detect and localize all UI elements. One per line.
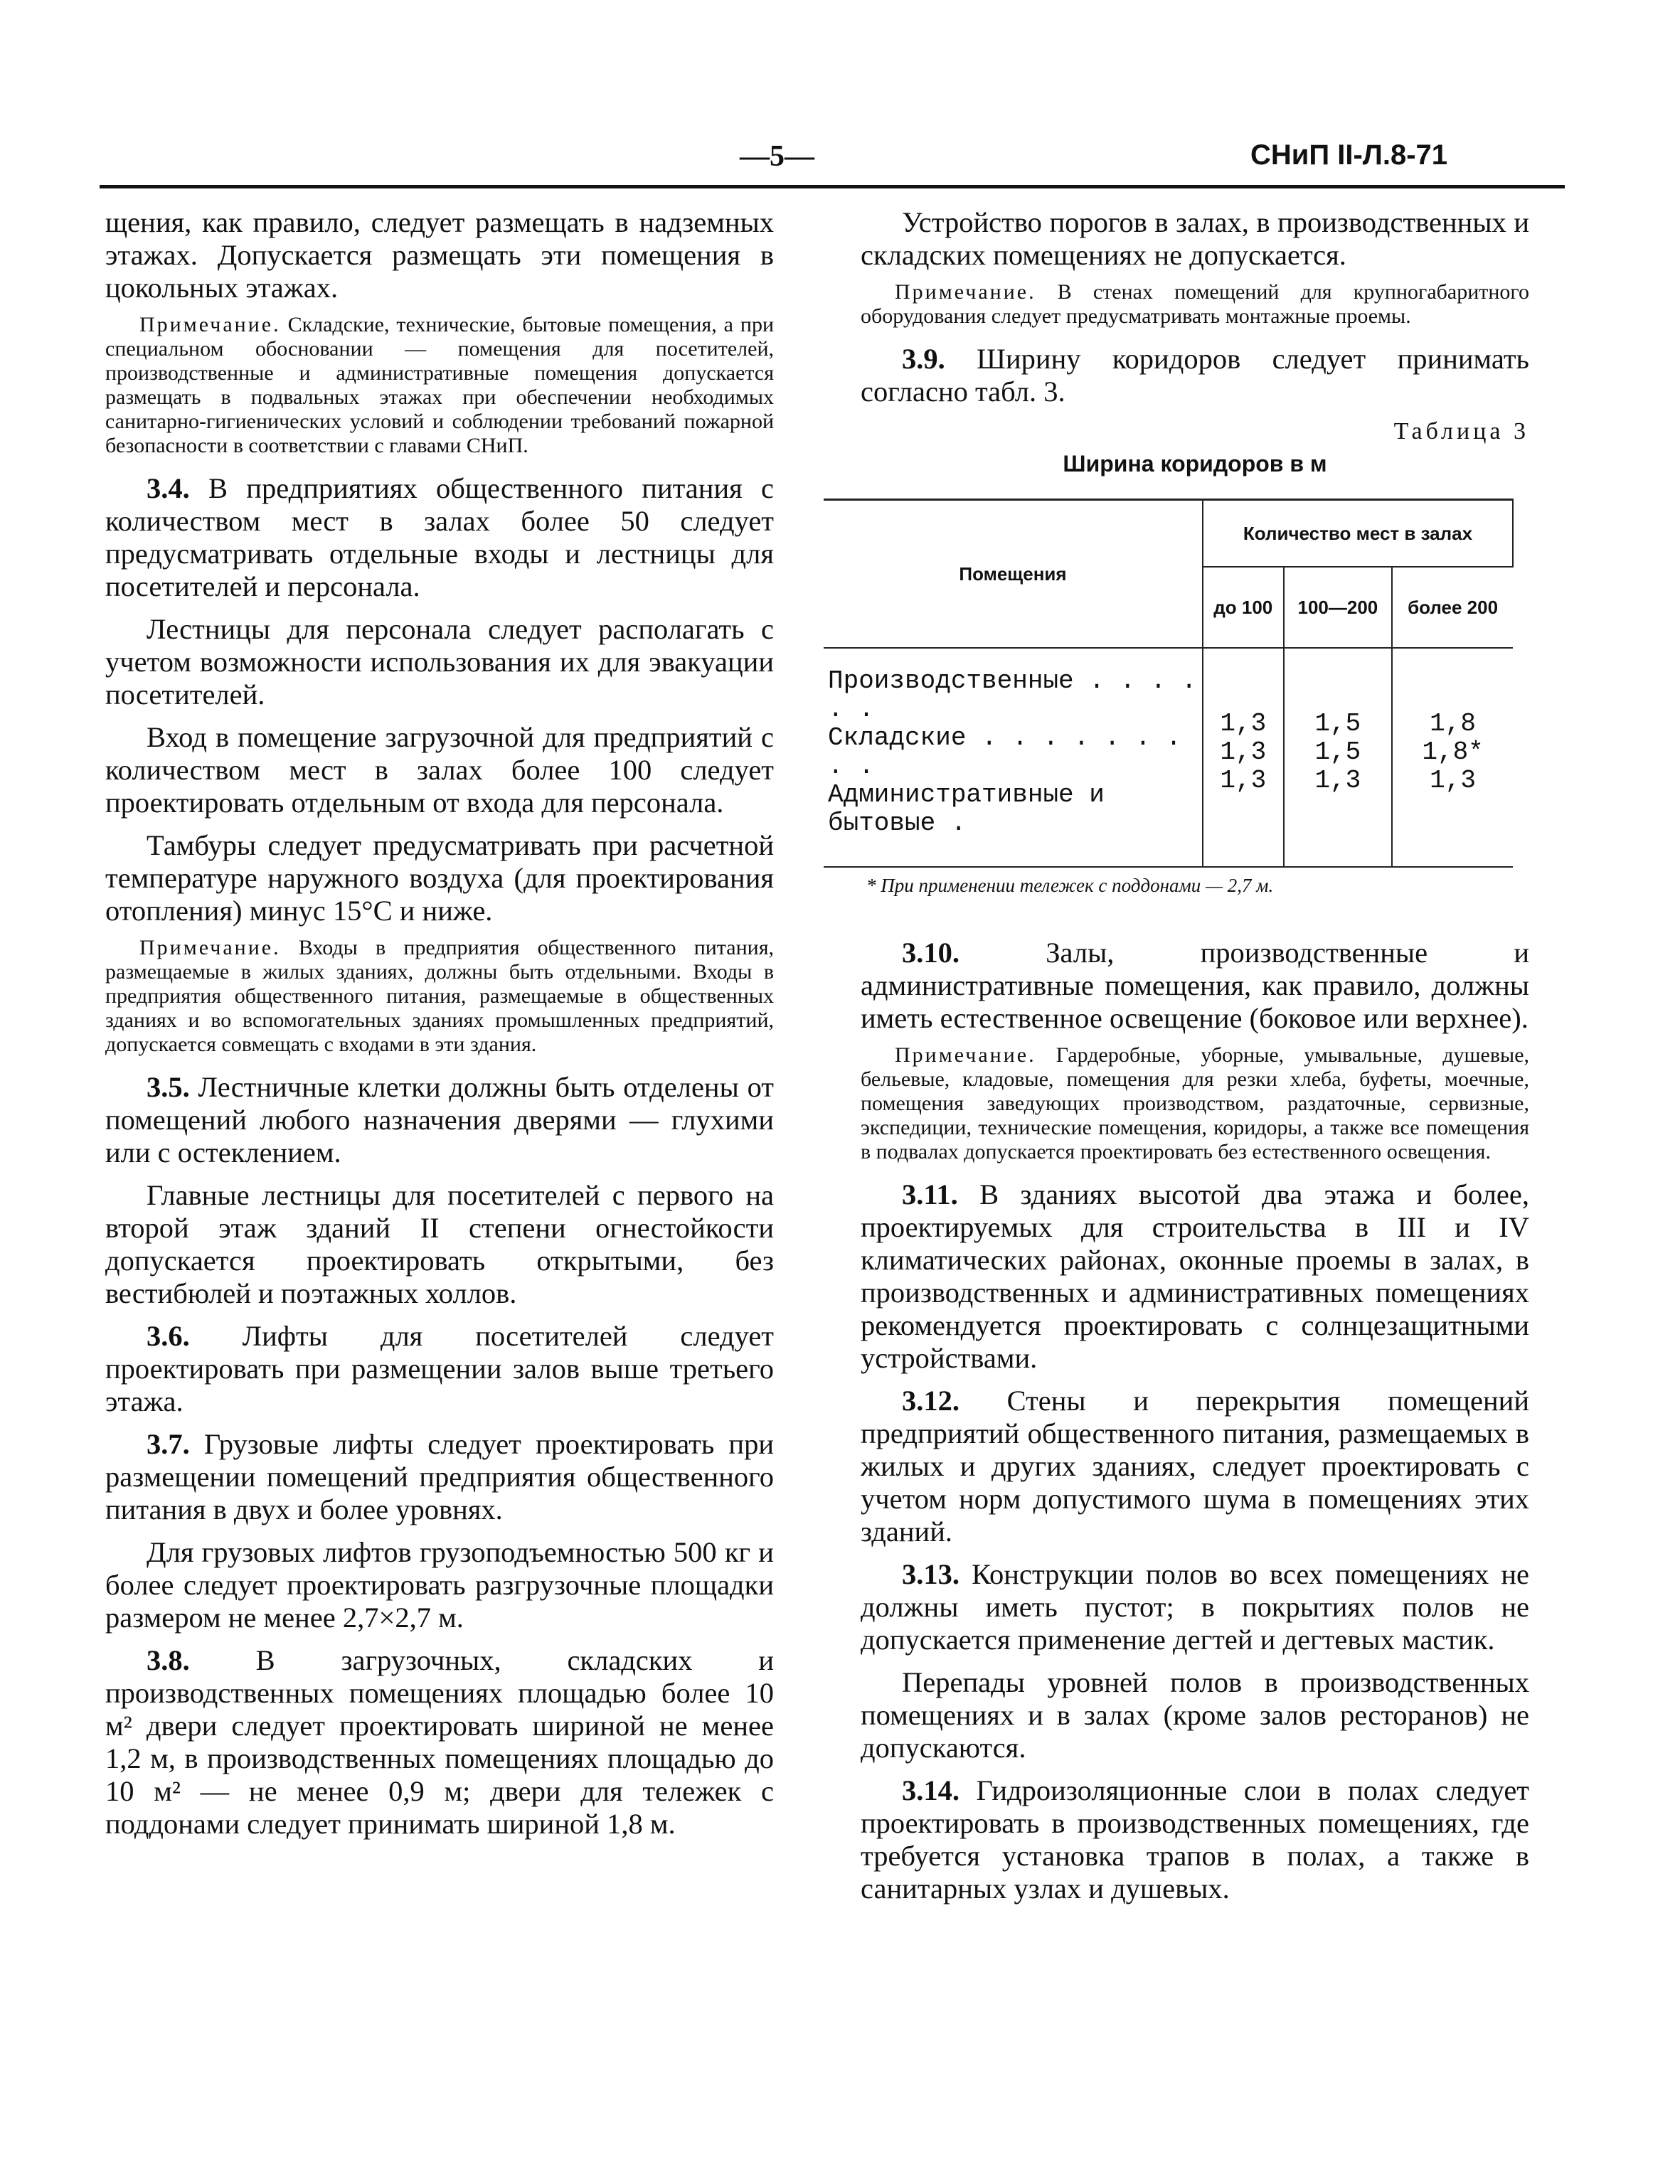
- table-cell: 1,5: [1314, 737, 1361, 767]
- clause-paragraph: [105, 1320, 774, 1418]
- right-bottom-text: [861, 937, 1529, 1905]
- corridor-width-table: [824, 499, 1514, 905]
- table-cell: 1,3: [1430, 766, 1476, 795]
- note-paragraph: [861, 1043, 1529, 1164]
- paragraph-text: Грузовые лифты следует проектировать при размещении помещений предприятия общественного питания в двух и более уровнях.: [105, 1428, 775, 1525]
- table-cell: 1,3: [1314, 766, 1361, 795]
- clause-number: 3.11.: [902, 1178, 958, 1210]
- note-lead: Примечание.: [139, 936, 281, 959]
- table-col-header: до 100: [1203, 567, 1284, 648]
- clause-number: 3.8.: [147, 1644, 190, 1676]
- paragraph-text: В зданиях высотой два этажа и более, проектируемых для строительства в III и IV климатических районах, оконные проемы в залах, в производственных и административных помещениях рекомендуется проектировать с солнцезащитными устройствами.: [861, 1178, 1529, 1374]
- clause-number: 3.4.: [147, 472, 190, 504]
- clause-paragraph: [861, 1385, 1529, 1548]
- right-top-text: [861, 206, 1529, 408]
- body-paragraph: [861, 206, 1529, 272]
- table-row-labels: [824, 648, 1203, 867]
- paragraph-text: Лифты для посетителей следует проектировать при размещении залов выше третьего этажа.: [105, 1320, 775, 1417]
- paragraph-text: Залы, производственные и административные помещения, как правило, должны иметь естественное освещение (боковое или верхнее).: [861, 937, 1529, 1034]
- right-column: [828, 206, 1530, 1905]
- table-col-values: [1203, 648, 1284, 867]
- paragraph-text: Лестничные клетки должны быть отделены от помещений любого назначения дверями — глухими или с остеклением.: [105, 1071, 774, 1168]
- paragraph-text: Конструкции полов во всех помещениях не должны иметь пустот; в покрытиях полов не допускается применение дегтей и дегтевых мастик.: [861, 1558, 1530, 1656]
- paragraph-text: Тамбуры следует предусматривать при расчетной температуре наружного воздуха (для проектирования отопления) минус 15°С и ниже.: [105, 829, 774, 927]
- table-title: Ширина коридоров в м: [1063, 451, 1327, 476]
- paragraph-text: Перепады уровней полов в производственных помещениях и в залах (кроме залов ресторанов) не допускаются.: [861, 1666, 1529, 1764]
- paragraph-text: Устройство порогов в залах, в производственных и складских помещениях не допускается.: [861, 206, 1529, 271]
- clause-number: 3.10.: [902, 937, 959, 969]
- note-paragraph: [861, 280, 1529, 329]
- clause-number: 3.9.: [902, 343, 945, 375]
- table-cell: 1,8: [1430, 709, 1476, 738]
- table-cell: 1,5: [1314, 709, 1361, 738]
- body-paragraph: [105, 206, 774, 304]
- table-group-header: Количество мест в залах: [1203, 500, 1513, 568]
- table-row-label: Административные и бытовые .: [828, 780, 1105, 838]
- paragraph-text: В загрузочных, складских и производственных помещениях площадью более 10 м² двери следует проектировать шириной не менее 1,2 м, в производственных помещениях площадью до 10 м² — не менее 0,9 м; двери для тележек с поддонами следует принимать шириной 1,8 м.: [105, 1644, 775, 1840]
- clause-number: 3.5.: [147, 1071, 190, 1103]
- table-col-header: более 200: [1392, 567, 1513, 648]
- paragraph-text: В предприятиях общественного питания с количеством мест в залах более 50 следует предусматривать отдельные входы и лестницы для посетителей и персонала.: [105, 472, 774, 602]
- table-col-values: [1284, 648, 1393, 867]
- paragraph-text: Главные лестницы для посетителей с первого на второй этаж зданий II степени огнестойкости допускается проектировать открытыми, без вестибюлей и поэтажных холлов.: [105, 1179, 774, 1309]
- body-paragraph: [861, 1666, 1529, 1764]
- clause-number: 3.12.: [902, 1385, 959, 1417]
- clause-paragraph: [105, 472, 774, 603]
- body-paragraph: [105, 829, 774, 927]
- clause-paragraph: [861, 937, 1529, 1035]
- clause-number: 3.14.: [902, 1774, 959, 1806]
- clause-paragraph: [105, 1071, 774, 1169]
- paragraph-text: Лестницы для персонала следует располагать с учетом возможности использования их для эвакуации посетителей.: [105, 613, 774, 710]
- paragraph-text: щения, как правило, следует размещать в надземных этажах. Допускается размещать эти помещения в цокольных этажах.: [105, 206, 774, 304]
- table-col-header-rooms: Помещения: [824, 500, 1203, 649]
- note-paragraph: [105, 936, 774, 1057]
- table-cell: 1,3: [1220, 709, 1267, 738]
- clause-number: 3.7.: [147, 1428, 190, 1460]
- clause-number: 3.6.: [147, 1320, 190, 1352]
- note-lead: Примечание.: [895, 1043, 1036, 1067]
- table-cell: 1,3: [1220, 737, 1267, 767]
- clause-paragraph: [861, 1558, 1529, 1656]
- table-caption: Таблица 3: [1393, 418, 1529, 444]
- clause-paragraph: [861, 1774, 1529, 1905]
- body-paragraph: [105, 1179, 774, 1310]
- table-row-label: Производственные . . . . . .: [828, 666, 1197, 724]
- document-code: СНиП II-Л.8-71: [1250, 139, 1448, 171]
- page-number: —5—: [740, 140, 814, 173]
- body-paragraph: [105, 1536, 774, 1634]
- table-footnote: * При применении тележек с поддонами — 2,7 м.: [824, 867, 1513, 905]
- table-row-label: Складские . . . . . . . . .: [828, 723, 1181, 781]
- note-text: В стенах помещений для крупногабаритного оборудования следует предусматривать монтажные проемы.: [861, 280, 1529, 328]
- clause-number: 3.13.: [902, 1558, 959, 1590]
- paragraph-text: Вход в помещение загрузочной для предприятий с количеством мест в залах более 100 следует проектировать отдельным от входа для персонала.: [105, 721, 774, 819]
- table-cell: 1,3: [1220, 766, 1267, 795]
- note-paragraph: [105, 313, 774, 458]
- table-cell: 1,8*: [1422, 737, 1484, 767]
- paragraph-text: Ширину коридоров следует принимать согласно табл. 3.: [861, 343, 1530, 407]
- paragraph-text: Стены и перекрытия помещений предприятий общественного питания, размещаемых в жилых и других зданиях, следует проектировать с учетом норм допустимого шума в помещениях этих зданий.: [861, 1385, 1530, 1548]
- clause-paragraph: [105, 1644, 774, 1841]
- clause-paragraph: [861, 1178, 1529, 1375]
- note-text: Складские, технические, бытовые помещения, а при специальном обосновании — помещения для посетителей, производственные и административные помещения допускается размещать в подвальных этажах при обеспечении необходимых санитарно-гигиенических условий и соблюдении требований пожарной безопасности в соответствии с главами СНиП.: [105, 313, 775, 457]
- table-col-header: 100—200: [1284, 567, 1393, 648]
- note-lead: Примечание.: [139, 313, 281, 336]
- paragraph-text: Для грузовых лифтов грузоподъемностью 500 кг и более следует проектировать разгрузочные площадки размером не менее 2,7×2,7 м.: [105, 1536, 774, 1634]
- note-text: Входы в предприятия общественного питания, размещаемые в жилых зданиях, должны быть отдельными. Входы в предприятия общественного питания, размещаемые в общественных зданиях и во вспомогательных зданиях промышленных предприятий, допускается совмещать с входами в эти здания.: [105, 936, 775, 1056]
- body-paragraph: [105, 721, 774, 819]
- header-rule: [100, 185, 1565, 188]
- body-paragraph: [105, 613, 774, 711]
- left-column: [105, 206, 774, 1841]
- paragraph-text: Гидроизоляционные слои в полах следует проектировать в производственных помещениях, где требуется установка трапов в полах, а также в санитарных узлах и душевых.: [861, 1774, 1529, 1905]
- note-text: Гардеробные, уборные, умывальные, душевые, бельевые, кладовые, помещения для резки хлеба, буфеты, моечные, помещения заведующих производством, раздаточные, сервизные, экспедиции, технические помещения, коридоры, а также все помещения в подвалах допускается проектировать без естественного освещения.: [861, 1043, 1530, 1163]
- note-lead: Примечание.: [895, 280, 1036, 304]
- clause-paragraph: [861, 343, 1529, 408]
- table-col-values: [1392, 648, 1513, 867]
- clause-paragraph: [105, 1428, 774, 1526]
